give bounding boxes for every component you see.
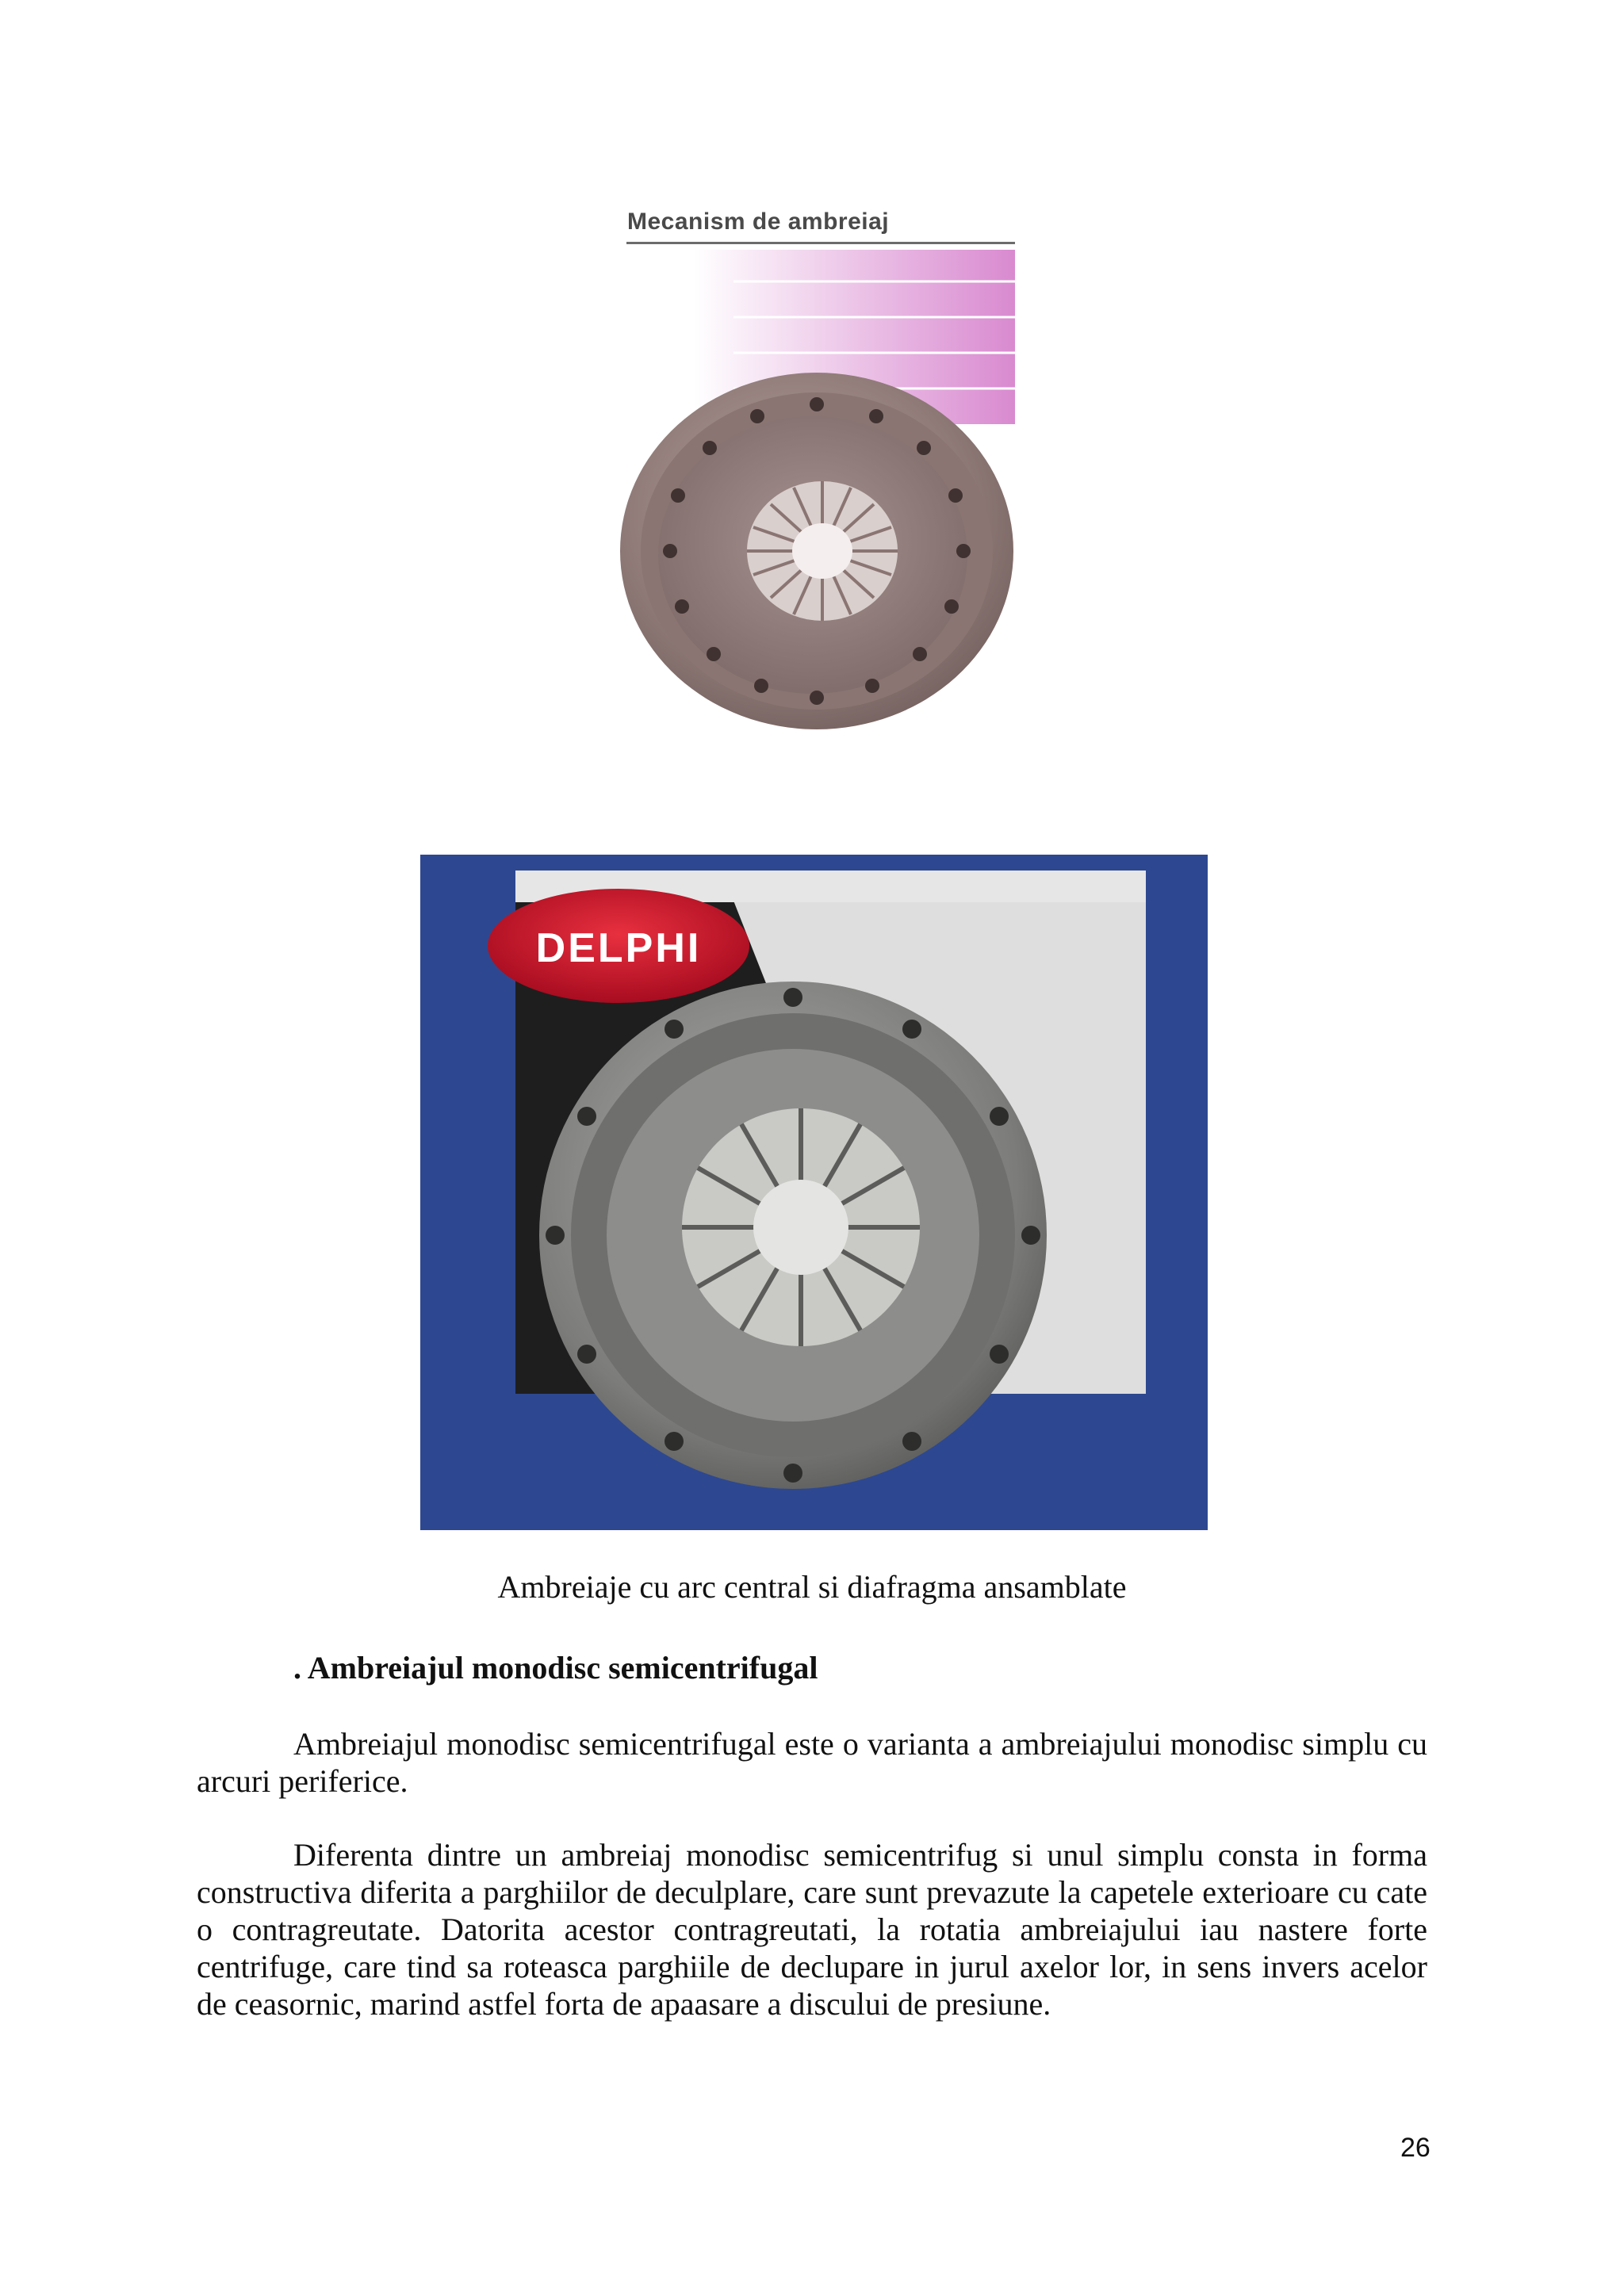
page-number: 26 bbox=[1400, 2133, 1431, 2163]
paragraph-2 bbox=[197, 1836, 1427, 2022]
delphi-logo-text: DELPHI bbox=[535, 925, 702, 971]
paragraph-1 bbox=[197, 1725, 1427, 1800]
section-heading: . Ambreiajul monodisc semicentrifugal bbox=[293, 1650, 818, 1686]
clutch-pressure-plate-image bbox=[615, 202, 1027, 789]
figure-delphi-clutch bbox=[420, 855, 1208, 1530]
figure-clutch-mechanism bbox=[615, 202, 1027, 789]
figure-title: Mecanism de ambreiaj bbox=[627, 209, 890, 235]
figure-caption: Ambreiaje cu arc central si diafragma ansamblate bbox=[497, 1569, 1127, 1605]
paragraph-2-text: Diferenta dintre un ambreiaj monodisc semicentrifug si unul simplu consta in forma constructiva diferita a parghiilor de deculplare, care sunt prevazute la capetele exterioare cu cate o contragreutate. Datorita acestor contragreutati, la rotatia ambreiajului iau nastere forte centrifuge, care tind sa roteasca parghiile de declupare in jurul axelor lor, in sens invers acelor de ceasornic, marind astfel forta de apaasare a discului de presiune. bbox=[197, 1837, 1427, 2022]
delphi-clutch-photo bbox=[420, 855, 1208, 1530]
paragraph-1-text: Ambreiajul monodisc semicentrifugal este o varianta a ambreiajului monodisc simplu cu arcuri periferice. bbox=[197, 1726, 1427, 1799]
